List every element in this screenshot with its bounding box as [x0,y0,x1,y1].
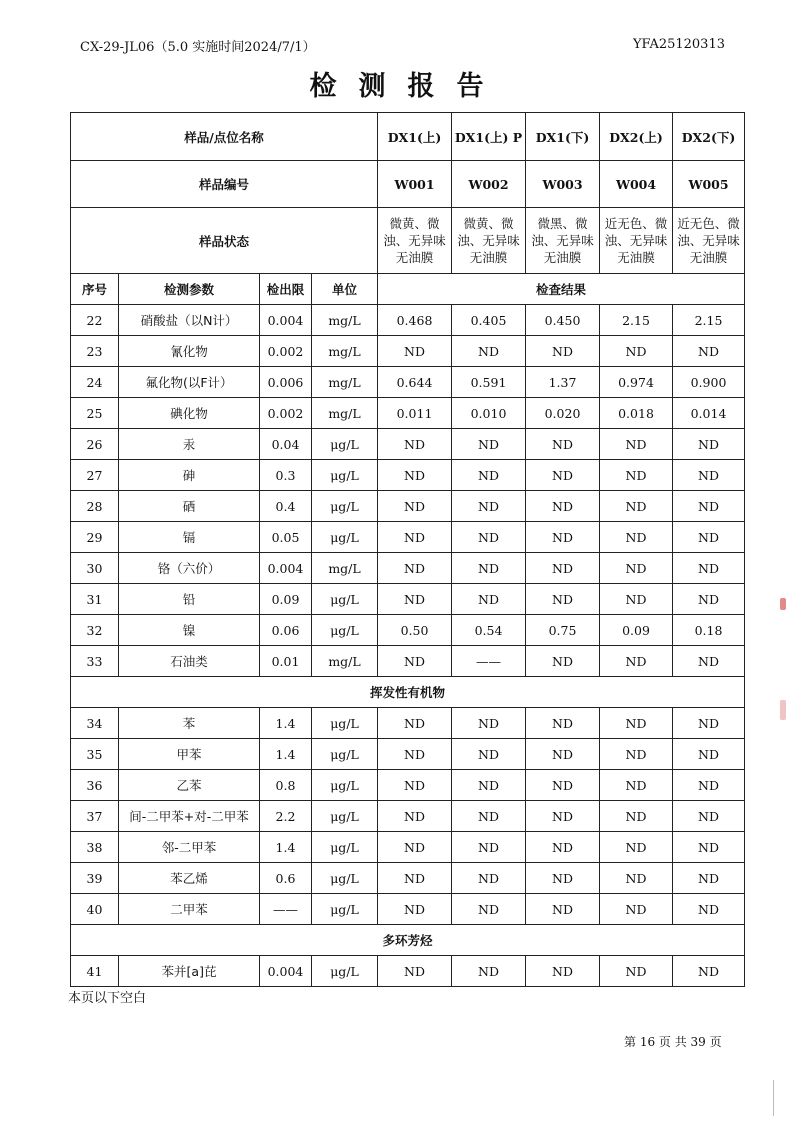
result-cell: 2.15 [673,305,745,336]
result-cell: ND [378,584,452,615]
param-cell: 铬（六价） [119,553,260,584]
result-cell: ND [526,894,600,925]
sample-name-cell: DX1(上) [378,113,452,161]
unit-cell: mg/L [312,553,378,584]
seq-cell: 33 [71,646,119,677]
result-cell: ND [452,801,526,832]
result-cell: ND [673,894,745,925]
result-cell: ND [378,863,452,894]
unit-cell: μg/L [312,708,378,739]
result-cell: ND [378,894,452,925]
sample-name-cell: DX1(下) [526,113,600,161]
result-cell: ND [673,491,745,522]
result-cell: ND [673,770,745,801]
result-header: 检查结果 [378,274,745,305]
result-cell: ND [526,584,600,615]
limit-cell: 2.2 [260,801,312,832]
unit-cell: mg/L [312,367,378,398]
seq-cell: 27 [71,460,119,491]
result-cell: ND [378,491,452,522]
unit-cell: μg/L [312,801,378,832]
table-row [71,460,745,491]
result-cell: ND [452,584,526,615]
unit-cell: μg/L [312,615,378,646]
param-cell: 铅 [119,584,260,615]
table-row [71,336,745,367]
seq-cell: 39 [71,863,119,894]
limit-cell: 0.05 [260,522,312,553]
param-cell: 苯 [119,708,260,739]
seq-cell: 36 [71,770,119,801]
section-voc-heading: 挥发性有机物 [71,677,745,708]
section-pah-heading: 多环芳烃 [71,925,745,956]
result-cell: 0.09 [600,615,673,646]
result-cell: ND [452,553,526,584]
sample-state-label: 样品状态 [71,208,378,274]
result-cell: 2.15 [600,305,673,336]
result-cell: ND [452,956,526,987]
result-cell: ND [526,553,600,584]
param-cell: 氟化物(以F计） [119,367,260,398]
result-cell: 0.591 [452,367,526,398]
param-cell: 硝酸盐（以N计） [119,305,260,336]
table-row [71,770,745,801]
result-cell: ND [452,708,526,739]
result-cell: ND [600,801,673,832]
result-cell: ND [526,708,600,739]
result-cell: ND [526,770,600,801]
section-row [71,925,745,956]
result-cell: 0.75 [526,615,600,646]
unit-cell: μg/L [312,863,378,894]
report-number: YFA25120313 [632,37,725,52]
param-cell: 汞 [119,429,260,460]
result-cell: ND [600,522,673,553]
table-row [71,956,745,987]
result-cell: ND [600,584,673,615]
sample-code-cell: W003 [526,161,600,208]
sample-name-cell: DX1(上) P [452,113,526,161]
sample-name-cell: DX2(上) [600,113,673,161]
result-cell: ND [600,429,673,460]
stamp-edge-mark [780,700,786,720]
result-cell: ND [526,739,600,770]
blank-page-note: 本页以下空白 [68,991,147,1006]
result-cell: 0.468 [378,305,452,336]
limit-cell: 0.006 [260,367,312,398]
seq-cell: 40 [71,894,119,925]
limit-cell: 0.04 [260,429,312,460]
seq-cell: 28 [71,491,119,522]
result-cell: ND [452,739,526,770]
limit-cell: 0.09 [260,584,312,615]
result-cell: ND [600,863,673,894]
table-row [71,398,745,429]
result-cell: 0.450 [526,305,600,336]
param-cell: 二甲苯 [119,894,260,925]
table-row [71,801,745,832]
result-cell: ND [673,863,745,894]
result-cell: ND [600,894,673,925]
seq-header: 序号 [71,274,119,305]
result-cell: ND [526,956,600,987]
param-cell: 碘化物 [119,398,260,429]
unit-cell: μg/L [312,739,378,770]
table-row [71,708,745,739]
result-cell: 0.010 [452,398,526,429]
unit-cell: mg/L [312,398,378,429]
param-header: 检测参数 [119,274,260,305]
result-cell: ND [452,770,526,801]
result-cell: 0.405 [452,305,526,336]
limit-cell: 0.06 [260,615,312,646]
table-row [71,646,745,677]
seq-cell: 29 [71,522,119,553]
result-cell: ND [378,336,452,367]
unit-cell: μg/L [312,832,378,863]
table-row [71,553,745,584]
unit-cell: μg/L [312,956,378,987]
result-cell: 0.974 [600,367,673,398]
unit-cell: mg/L [312,336,378,367]
sample-code-cell: W004 [600,161,673,208]
result-cell: ND [600,832,673,863]
unit-cell: mg/L [312,305,378,336]
limit-cell: 0.8 [260,770,312,801]
table-row [71,894,745,925]
table-row [71,832,745,863]
unit-cell: μg/L [312,429,378,460]
unit-cell: mg/L [312,646,378,677]
sample-state-cell: 微黑、微浊、无异味无油膜 [526,208,600,274]
result-cell: —— [452,646,526,677]
seq-cell: 31 [71,584,119,615]
stamp-edge-mark [780,598,786,610]
result-cell: ND [673,429,745,460]
sample-code-cell: W001 [378,161,452,208]
result-cell: ND [378,553,452,584]
limit-cell: 1.4 [260,739,312,770]
param-cell: 氰化物 [119,336,260,367]
result-cell: ND [378,708,452,739]
result-cell: ND [526,491,600,522]
result-cell: ND [673,553,745,584]
result-cell: 0.644 [378,367,452,398]
section-row [71,677,745,708]
result-cell: ND [378,646,452,677]
table-row [71,429,745,460]
seq-cell: 37 [71,801,119,832]
seq-cell: 41 [71,956,119,987]
result-cell: ND [673,646,745,677]
result-cell: ND [600,739,673,770]
result-cell: 1.37 [526,367,600,398]
sample-state-cell: 近无色、微浊、无异味无油膜 [673,208,745,274]
unit-cell: μg/L [312,584,378,615]
result-cell: ND [526,336,600,367]
result-cell: ND [378,956,452,987]
seq-cell: 30 [71,553,119,584]
result-cell: ND [452,491,526,522]
result-cell: ND [600,956,673,987]
sample-state-cell: 近无色、微浊、无异味无油膜 [600,208,673,274]
result-cell: 0.011 [378,398,452,429]
result-cell: ND [378,832,452,863]
seq-cell: 34 [71,708,119,739]
param-cell: 硒 [119,491,260,522]
result-cell: 0.018 [600,398,673,429]
result-cell: ND [452,336,526,367]
seq-cell: 32 [71,615,119,646]
limit-header: 检出限 [260,274,312,305]
param-cell: 镉 [119,522,260,553]
result-cell: ND [673,832,745,863]
scan-edge-line [773,1080,774,1116]
param-cell: 苯并[a]芘 [119,956,260,987]
sample-code-cell: W002 [452,161,526,208]
table-row [71,615,745,646]
result-cell: ND [600,336,673,367]
table-row [71,367,745,398]
result-cell: ND [526,801,600,832]
table-row [71,305,745,336]
limit-cell: 0.002 [260,336,312,367]
result-cell: ND [378,739,452,770]
result-cell: ND [673,739,745,770]
result-cell: ND [526,522,600,553]
page-number: 第 16 页 共 39 页 [624,1035,722,1049]
result-cell: ND [526,832,600,863]
sample-code-label: 样品编号 [71,161,378,208]
sample-state-row [71,208,745,274]
result-cell: ND [673,522,745,553]
unit-cell: μg/L [312,460,378,491]
result-cell: ND [600,646,673,677]
results-table [70,112,745,987]
result-cell: ND [378,801,452,832]
param-cell: 镍 [119,615,260,646]
result-cell: ND [673,460,745,491]
result-cell: ND [673,336,745,367]
param-cell: 间-二甲苯+对-二甲苯 [119,801,260,832]
limit-cell: 1.4 [260,708,312,739]
sample-name-cell: DX2(下) [673,113,745,161]
param-cell: 砷 [119,460,260,491]
table-row [71,739,745,770]
sample-name-row [71,113,745,161]
table-row [71,863,745,894]
unit-cell: μg/L [312,491,378,522]
document-code: CX-29-JL06（5.0 实施时间2024/7/1） [80,40,316,55]
sample-name-label: 样品/点位名称 [71,113,378,161]
result-cell: ND [526,460,600,491]
result-cell: ND [600,553,673,584]
seq-cell: 35 [71,739,119,770]
limit-cell: 0.004 [260,553,312,584]
table-row [71,491,745,522]
result-cell: ND [452,863,526,894]
result-cell: ND [526,646,600,677]
column-header-row [71,274,745,305]
seq-cell: 24 [71,367,119,398]
result-cell: ND [673,956,745,987]
result-cell: ND [452,460,526,491]
result-cell: 0.54 [452,615,526,646]
seq-cell: 25 [71,398,119,429]
param-cell: 苯乙烯 [119,863,260,894]
result-cell: ND [673,801,745,832]
result-cell: ND [526,429,600,460]
table-row [71,522,745,553]
seq-cell: 22 [71,305,119,336]
seq-cell: 23 [71,336,119,367]
limit-cell: 0.004 [260,956,312,987]
limit-cell: 0.6 [260,863,312,894]
param-cell: 甲苯 [119,739,260,770]
result-cell: ND [452,894,526,925]
limit-cell: 0.002 [260,398,312,429]
sample-state-cell: 微黄、微浊、无异味无油膜 [378,208,452,274]
unit-cell: μg/L [312,522,378,553]
param-cell: 石油类 [119,646,260,677]
seq-cell: 38 [71,832,119,863]
limit-cell: 0.4 [260,491,312,522]
param-cell: 乙苯 [119,770,260,801]
result-cell: ND [452,522,526,553]
unit-cell: μg/L [312,894,378,925]
limit-cell: 0.3 [260,460,312,491]
unit-header: 单位 [312,274,378,305]
result-cell: ND [378,460,452,491]
page-title: 检测报告 [309,71,506,102]
result-cell: ND [452,429,526,460]
limit-cell: 0.01 [260,646,312,677]
result-cell: ND [673,708,745,739]
result-cell: ND [600,491,673,522]
sample-code-cell: W005 [673,161,745,208]
limit-cell: 0.004 [260,305,312,336]
result-cell: 0.900 [673,367,745,398]
result-cell: 0.18 [673,615,745,646]
result-cell: ND [452,832,526,863]
result-cell: 0.014 [673,398,745,429]
sample-code-row [71,161,745,208]
result-cell: ND [526,863,600,894]
param-cell: 邻-二甲苯 [119,832,260,863]
seq-cell: 26 [71,429,119,460]
result-cell: ND [600,708,673,739]
unit-cell: μg/L [312,770,378,801]
result-cell: ND [378,522,452,553]
limit-cell: —— [260,894,312,925]
result-cell: 0.50 [378,615,452,646]
result-cell: ND [600,770,673,801]
limit-cell: 1.4 [260,832,312,863]
table-row [71,584,745,615]
result-cell: ND [378,429,452,460]
result-cell: ND [378,770,452,801]
result-cell: ND [600,460,673,491]
sample-state-cell: 微黄、微浊、无异味无油膜 [452,208,526,274]
result-cell: ND [673,584,745,615]
result-cell: 0.020 [526,398,600,429]
